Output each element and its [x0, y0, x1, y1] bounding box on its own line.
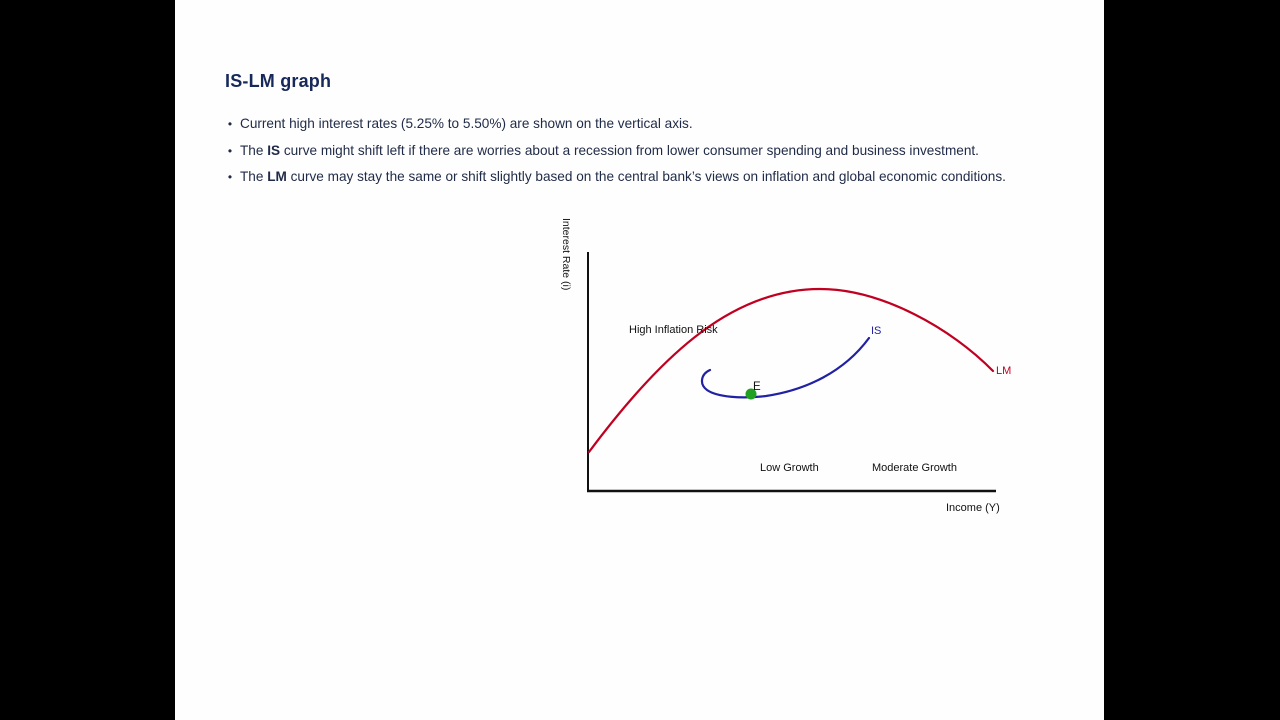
moderate-growth-label: Moderate Growth — [872, 462, 957, 474]
bullet-icon: • — [227, 143, 233, 158]
high-inflation-risk-label: High Inflation Risk — [629, 324, 718, 336]
list-item — [220, 114, 1065, 134]
bullet-text-pre: The — [240, 169, 268, 184]
list-item — [220, 141, 1065, 161]
bullet-text — [240, 167, 1065, 187]
low-growth-label: Low Growth — [760, 462, 819, 474]
is-curve — [702, 338, 869, 397]
bullet-icon: • — [227, 170, 233, 184]
is-curve-label: IS — [871, 325, 882, 337]
bullet-text-pre: The — [240, 142, 268, 158]
x-axis-label: Income (Y) — [946, 502, 1000, 514]
bullet-text-pre: Current high interest rates (5.25% to 5.50%) are shown on the vertical axis. — [240, 116, 693, 131]
slide-page — [175, 0, 1104, 720]
page-title: IS-LM graph — [225, 71, 332, 91]
bullet-text-post: curve might shift left if there are worries about a recession from lower consumer spending and business investment. — [280, 142, 979, 158]
equilibrium-label: E — [753, 381, 761, 393]
list-item — [220, 167, 1065, 187]
bullet-text-bold: IS — [267, 142, 281, 158]
bullet-text-post: curve may stay the same or shift slightly based on the central bank’s views on inflation and global economic conditions. — [286, 169, 1006, 184]
lm-curve-label: LM — [996, 365, 1012, 377]
is-lm-chart — [540, 208, 1020, 520]
bullet-text — [240, 114, 1065, 134]
lm-curve — [589, 289, 993, 452]
bullet-list — [220, 114, 1065, 194]
bullet-text — [240, 141, 1065, 161]
bullet-text-bold: LM — [267, 169, 287, 184]
bullet-icon: • — [227, 117, 233, 131]
y-axis-label: Interest Rate (i) — [560, 218, 572, 291]
